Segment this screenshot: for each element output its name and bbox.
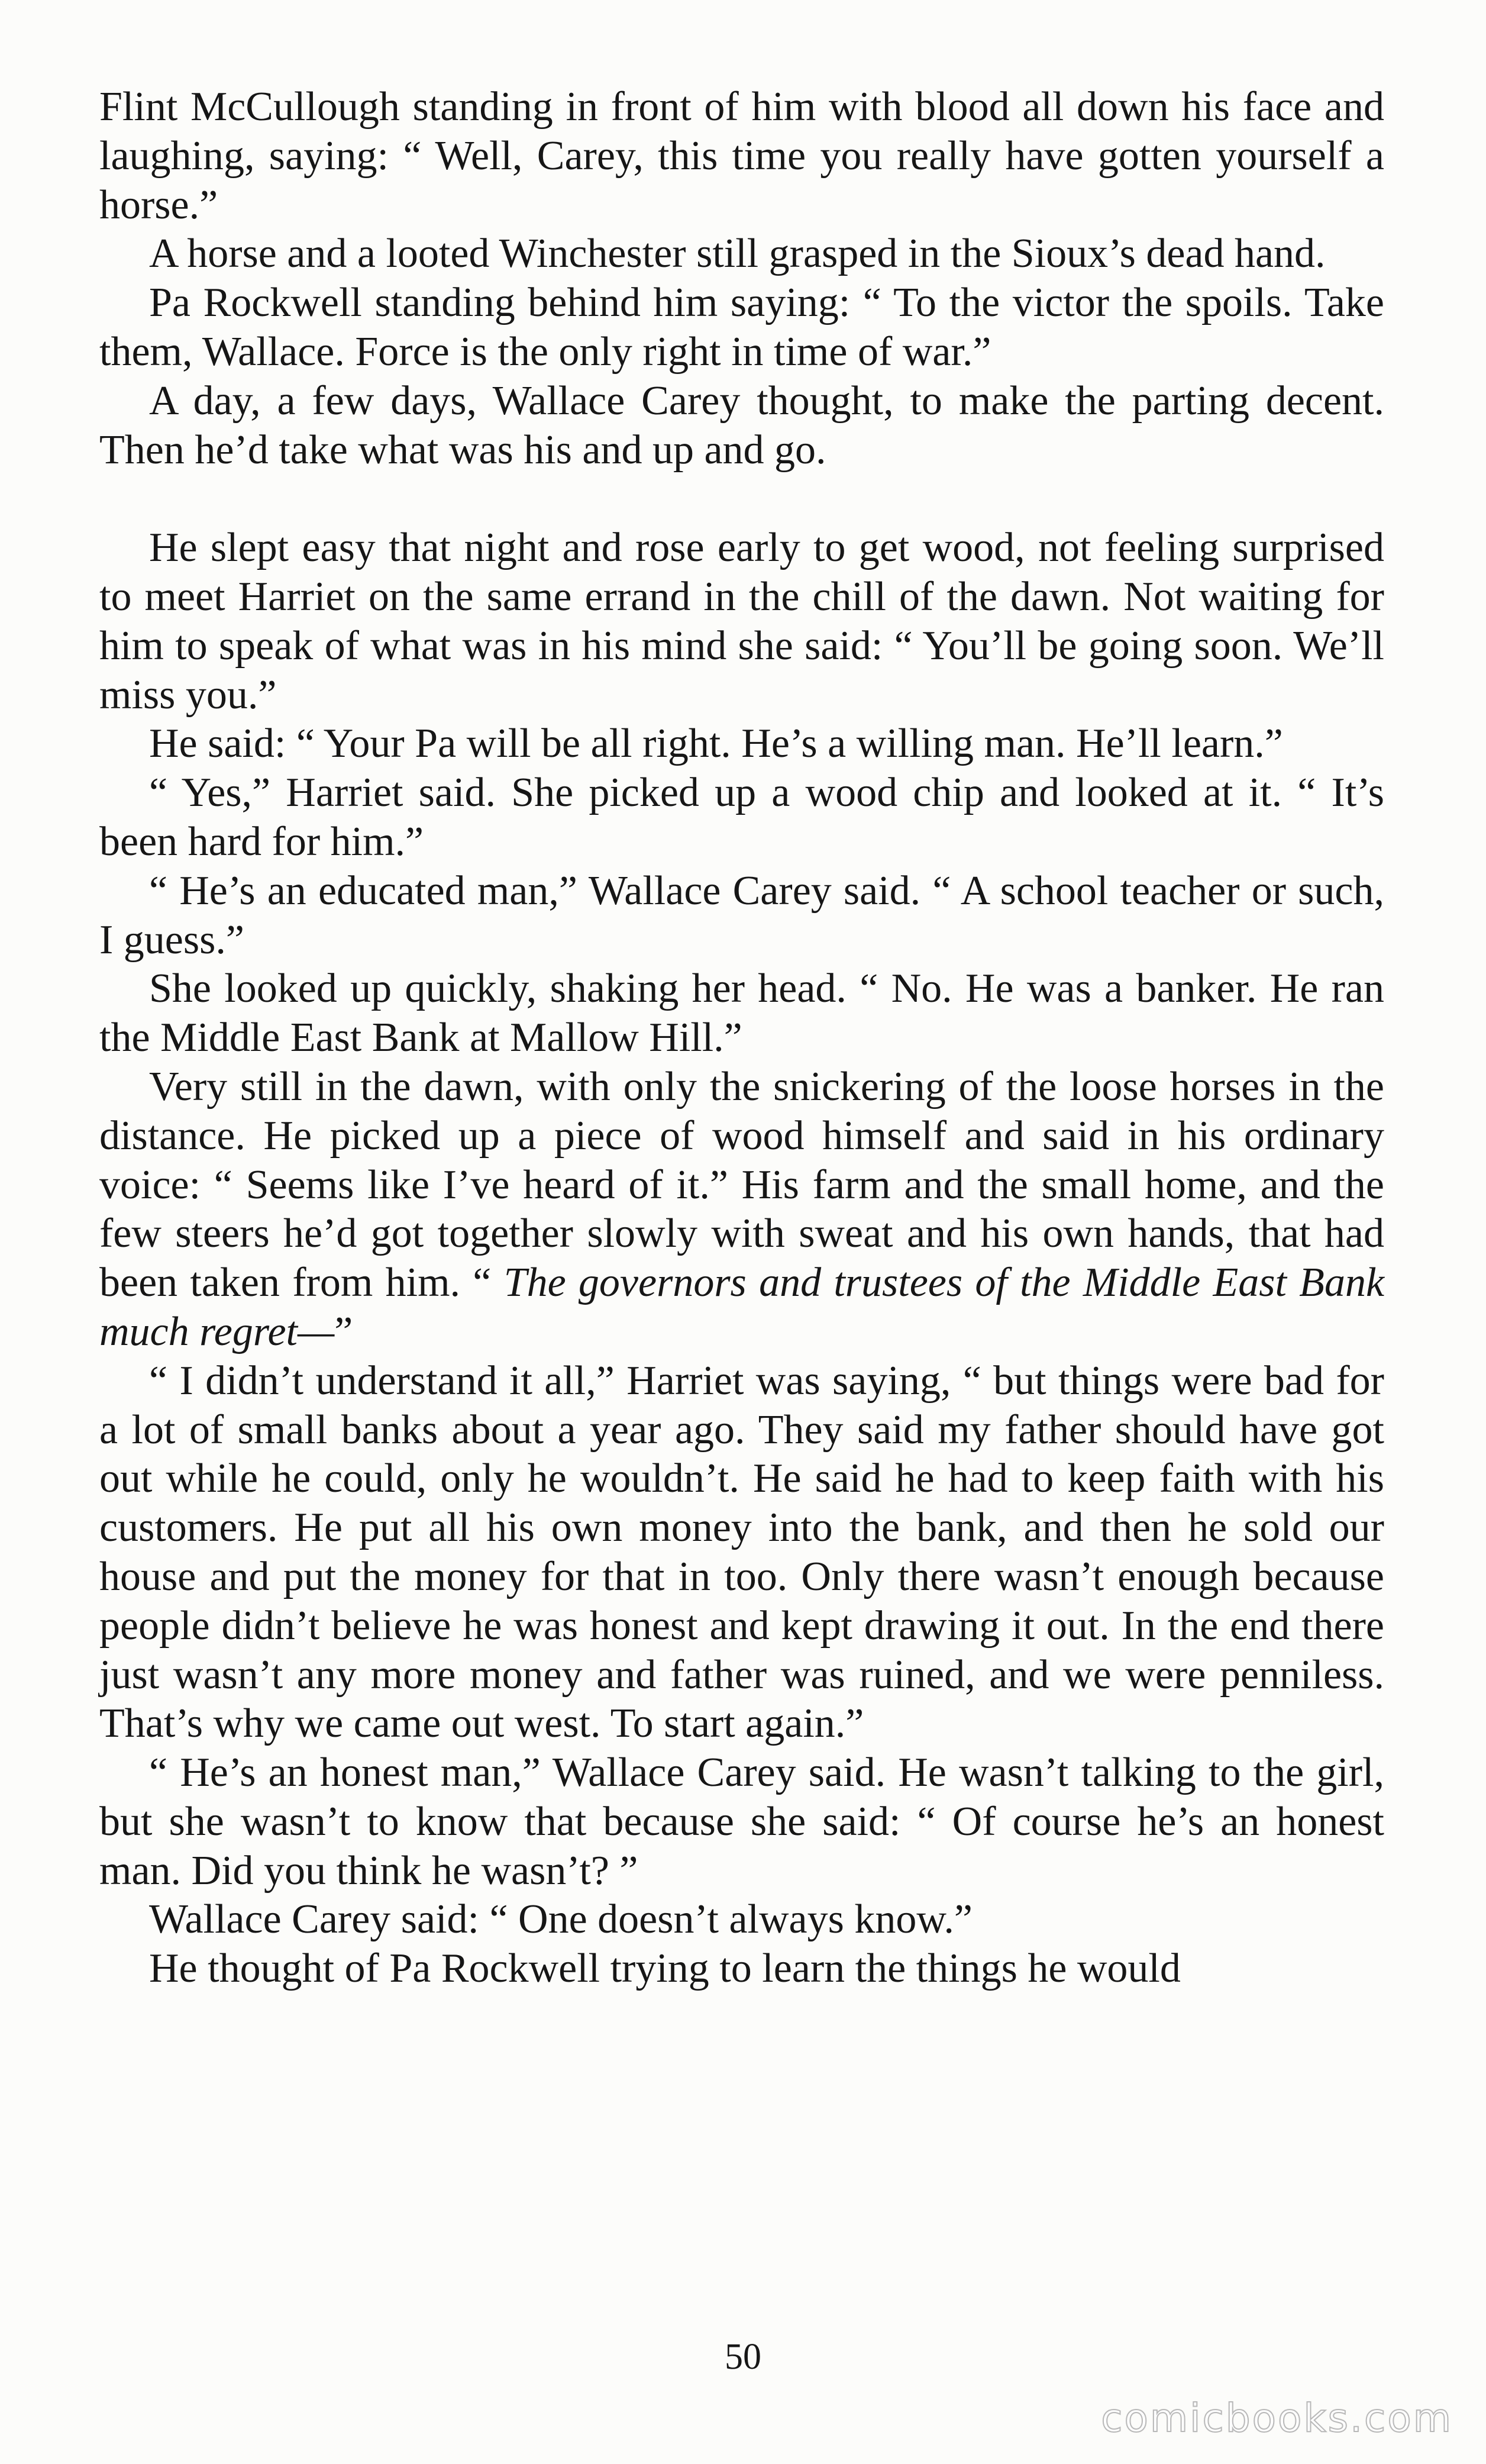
italic-quote: The governors and trustees of the Middle East Bank much regret— bbox=[99, 1260, 1385, 1354]
body-text bbox=[99, 83, 1384, 1994]
watermark: comicbooks.com bbox=[1101, 2395, 1453, 2441]
paragraph: A day, a few days, Wallace Carey thought, to make the parting decent. Then he’d take what was his and up and go. bbox=[99, 378, 1384, 473]
paragraph: He slept easy that night and rose early to get wood, not feeling surprised to meet Harriet on the same errand in the chill of the dawn. Not waiting for him to speak of what was in his mind she said: “ You’ll be going soon. We’ll miss you.” bbox=[99, 525, 1384, 718]
paragraph: Very still in the dawn, with only the snickering of the loose horses in the distance. He picked up a piece of wood himself and said in his ordinary voice: “ Seems like I’ve heard of it.” His farm and the small home, and the few steers he’d got together slowly with sweat and his own hands, that had been taken from him. “ The governors and trustees of the Middle East Bank much regret—” bbox=[99, 1063, 1385, 1354]
paragraph: He thought of Pa Rockwell trying to learn the things he would bbox=[149, 1946, 1181, 1992]
paragraph: She looked up quickly, shaking her head. “ No. He was a banker. He ran the Middle East Bank at Mallow Hill.” bbox=[99, 966, 1384, 1061]
paragraph: He said: “ Your Pa will be all right. He’s a willing man. He’ll learn.” bbox=[149, 721, 1283, 767]
paragraph: “ He’s an honest man,” Wallace Carey said. He wasn’t talking to the girl, but she wasn’t to know that because she said: “ Of course he’s an honest man. Did you think he wasn’t? ” bbox=[99, 1750, 1384, 1894]
page-number: 50 bbox=[725, 2337, 761, 2377]
paragraph: “ Yes,” Harriet said. She picked up a wood chip and looked at it. “ It’s been hard for him.” bbox=[99, 770, 1384, 865]
paragraph: “ I didn’t understand it all,” Harriet was saying, “ but things were bad for a lot of small banks about a year ago. They said my father should have got out while he could, only he wouldn’t. He said he had to keep faith with his customers. He put all his own money into the bank, and then he sold our house and put the money for that in too. Only there wasn’t enough because people didn’t believe he was honest and kept drawing it out. In the end there just wasn’t any more money and father was ruined, and we were penniless. That’s why we came out west. To start again.” bbox=[99, 1357, 1384, 1747]
paragraph: A horse and a looted Winchester still grasped in the Sioux’s dead hand. bbox=[149, 231, 1326, 277]
paragraph: Wallace Carey said: “ One doesn’t always know.” bbox=[149, 1897, 973, 1943]
paragraph: “ He’s an educated man,” Wallace Carey said. “ A school teacher or such, I guess.” bbox=[99, 867, 1384, 963]
paragraph: Pa Rockwell standing behind him saying: “ To the victor the spoils. Take them, Wallace. Force is the only right in time of war.” bbox=[99, 280, 1384, 375]
paragraph: Flint McCullough standing in front of him with blood all down his face and laughing, saying: “ Well, Carey, this time you really have gotten yourself a horse.” bbox=[99, 84, 1384, 228]
